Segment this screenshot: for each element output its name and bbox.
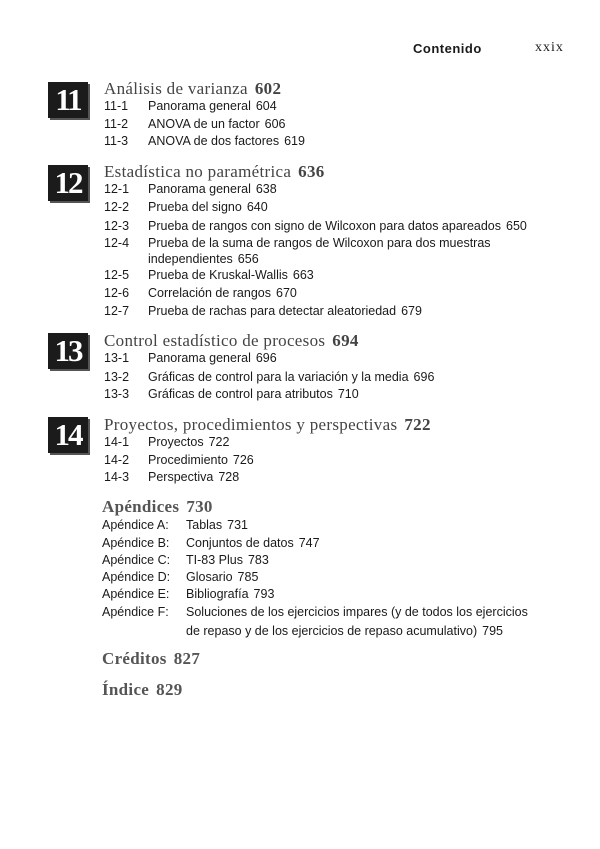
section-title: Panorama general — [148, 99, 251, 113]
index-title: Índice — [102, 680, 150, 699]
appendix-label: Apéndice A: — [102, 518, 169, 532]
appendix-title: Tablas — [186, 518, 223, 532]
section-number: 14-3 — [104, 470, 130, 484]
section-title: Panorama general — [148, 182, 251, 196]
section-page: 604 — [255, 99, 277, 113]
section-title: Proyectos — [148, 435, 204, 449]
section-page: 696 — [255, 351, 277, 365]
chapter-title: Proyectos, procedimientos y perspectivas — [104, 415, 398, 434]
section-page: 619 — [284, 134, 305, 148]
chapter-title: Control estadístico de procesos — [104, 331, 326, 350]
running-header-title: Contenido — [413, 41, 482, 56]
chapter-14-heading[interactable] — [104, 415, 431, 435]
section-page: 638 — [255, 182, 277, 196]
chapter-page: 694 — [332, 331, 359, 350]
appendix-title: TI-83 Plus — [186, 553, 243, 567]
appendix-label: Apéndice C: — [102, 553, 171, 567]
chapter-page: 636 — [298, 162, 325, 181]
appendix-page: 795 — [482, 624, 503, 638]
section-number: 11-3 — [104, 134, 129, 148]
appendix-page: 731 — [227, 518, 248, 532]
section-page: 696 — [413, 370, 435, 384]
section-number: 14-2 — [104, 453, 130, 467]
chapter-page: 602 — [254, 79, 282, 98]
appendices-heading[interactable] — [102, 497, 213, 517]
chapter-title: Análisis de varianza — [104, 79, 248, 98]
section-page: 606 — [264, 117, 286, 131]
section-number: 14-1 — [104, 435, 130, 449]
section-page: 722 — [208, 435, 230, 449]
toc-entry-12-4-continued[interactable] — [148, 252, 259, 266]
section-page: 728 — [218, 470, 240, 484]
index-page: 829 — [156, 680, 183, 699]
section-page: 656 — [237, 252, 259, 266]
section-number: 12-4 — [104, 236, 130, 250]
chapter-14-badge: 14 — [48, 417, 88, 453]
section-title: Prueba del signo — [148, 200, 242, 214]
section-title: Gráficas de control para atributos — [148, 387, 333, 401]
chapter-13-heading[interactable] — [104, 331, 359, 351]
section-page: 663 — [292, 268, 314, 282]
chapter-12-heading[interactable] — [104, 162, 325, 182]
section-title: Correlación de rangos — [148, 286, 271, 300]
chapter-page: 722 — [404, 415, 431, 434]
section-page: 670 — [276, 286, 297, 300]
running-header-page-number: xxix — [535, 40, 564, 55]
section-title: Prueba de la suma de rangos de Wilcoxon para dos muestras — [148, 236, 491, 250]
section-number: 13-2 — [104, 370, 130, 384]
section-title: ANOVA de dos factores — [148, 134, 280, 148]
section-number: 12-7 — [104, 304, 130, 318]
section-number: 12-6 — [104, 286, 130, 300]
section-page: 726 — [232, 453, 254, 467]
appendix-title-continued: de repaso y de los ejercicios de repaso acumulativo) — [186, 624, 478, 638]
section-title-continued: independientes — [148, 252, 233, 266]
index-heading[interactable] — [102, 680, 183, 700]
section-title: Panorama general — [148, 351, 251, 365]
appendix-title: Soluciones de los ejercicios impares (y de todos los ejercicios — [186, 605, 528, 619]
appendix-label: Apéndice E: — [102, 587, 170, 601]
chapter-title: Estadística no paramétrica — [104, 162, 292, 181]
section-number: 13-3 — [104, 387, 130, 401]
chapter-13-badge: 13 — [48, 333, 88, 369]
appendix-label: Apéndice F: — [102, 605, 169, 619]
chapter-11-badge: 11 — [48, 82, 88, 118]
chapter-12-badge: 12 — [48, 165, 88, 201]
section-title: Prueba de rangos con signo de Wilcoxon para datos apareados — [148, 219, 502, 233]
section-title: Prueba de Kruskal-Wallis — [148, 268, 288, 282]
credits-page: 827 — [173, 649, 201, 668]
appendix-title: Conjuntos de datos — [186, 536, 294, 550]
section-title: Perspectiva — [148, 470, 214, 484]
section-number: 12-2 — [104, 200, 130, 214]
section-title: Prueba de rachas para detectar aleatoriedad — [148, 304, 397, 318]
appendix-page: 747 — [298, 536, 320, 550]
appendix-page: 783 — [247, 553, 269, 567]
credits-title: Créditos — [102, 649, 167, 668]
section-title: Procedimiento — [148, 453, 228, 467]
section-title: Gráficas de control para la variación y la media — [148, 370, 409, 384]
section-page: 710 — [337, 387, 359, 401]
section-number: 12-1 — [104, 182, 130, 196]
section-number: 11-2 — [104, 117, 129, 131]
appendix-page: 785 — [237, 570, 259, 584]
credits-heading[interactable] — [102, 649, 200, 669]
appendix-page: 793 — [253, 587, 275, 601]
appendix-label: Apéndice B: — [102, 536, 170, 550]
appendices-title: Apéndices — [102, 497, 180, 516]
section-title: ANOVA de un factor — [148, 117, 260, 131]
appendix-title: Bibliografía — [186, 587, 249, 601]
appendix-f-continued[interactable] — [186, 624, 503, 638]
section-number: 13-1 — [104, 351, 130, 365]
section-number: 12-3 — [104, 219, 130, 233]
section-number: 12-5 — [104, 268, 130, 282]
section-page: 679 — [401, 304, 422, 318]
section-page: 650 — [506, 219, 527, 233]
appendices-page: 730 — [186, 497, 213, 516]
chapter-11-heading[interactable] — [104, 79, 281, 99]
section-number: 11-1 — [104, 99, 129, 113]
section-page: 640 — [246, 200, 268, 214]
appendix-label: Apéndice D: — [102, 570, 171, 584]
appendix-title: Glosario — [186, 570, 233, 584]
